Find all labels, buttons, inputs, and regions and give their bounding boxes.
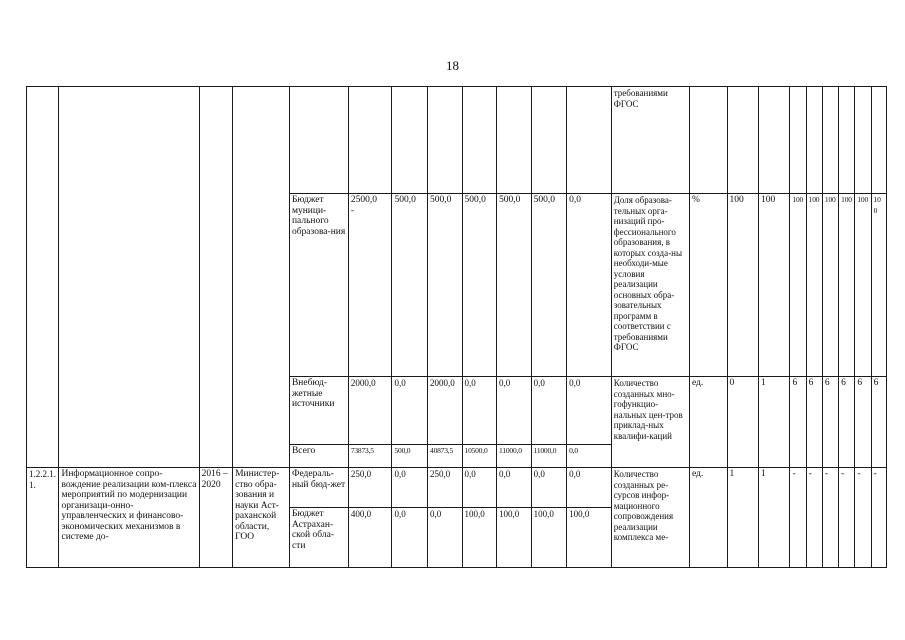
cell-source: Внебюд-жетные источники bbox=[289, 377, 348, 445]
cell-executor bbox=[233, 87, 290, 468]
cell-indicator: Количество созданных мно-гофункцио-нальных цен-тров приклад-ных квалифи-каций bbox=[611, 377, 689, 468]
cell-year: 0,0 bbox=[462, 468, 497, 508]
cell-value: 6 bbox=[871, 377, 886, 468]
cell-value: 6 bbox=[855, 377, 871, 468]
page-number: 18 bbox=[446, 58, 459, 73]
cell-year: 100,0 bbox=[462, 508, 497, 568]
cell-year: 0,0 bbox=[497, 377, 532, 445]
cell-value bbox=[855, 87, 871, 194]
cell-year bbox=[392, 87, 428, 194]
cell-source: Федераль-ный бюд-жет bbox=[289, 468, 348, 508]
cell-value: 6 bbox=[806, 377, 822, 468]
cell-year bbox=[531, 87, 567, 194]
cell-total: 73873,5 bbox=[348, 445, 392, 468]
cell-source: Бюджет Астрахан-ской обла-сти bbox=[289, 508, 348, 568]
cell-year: 100,0 bbox=[567, 508, 612, 568]
cell-source bbox=[289, 87, 348, 194]
cell-total bbox=[348, 194, 392, 377]
cell-source: Всего bbox=[289, 445, 348, 468]
cell-year bbox=[462, 87, 497, 194]
cell-year: 0,0 bbox=[462, 377, 497, 445]
cell-value: 100 bbox=[790, 194, 806, 377]
cell-unit: ед. bbox=[689, 468, 727, 568]
cell-indicator: Количество созданных ре-сурсов инфор-мационного сопровождения реализации комплекса ме- bbox=[611, 468, 689, 568]
cell-total: 400,0 bbox=[348, 508, 392, 568]
cell-year: 0,0 bbox=[497, 468, 532, 508]
cell-value: 100 bbox=[839, 194, 855, 377]
cell-year: 500,0 bbox=[392, 194, 428, 377]
cell-value bbox=[727, 87, 758, 194]
cell-value: - bbox=[790, 468, 806, 568]
cell-value: 1 bbox=[727, 468, 758, 568]
cell-value bbox=[871, 87, 886, 194]
cell-code: 1.2.2.1.1. bbox=[27, 468, 59, 568]
cell-value: - bbox=[839, 468, 855, 568]
cell-unit: % bbox=[689, 194, 727, 377]
cell-year: 0,0 bbox=[531, 468, 567, 508]
cell-year: 250,0 bbox=[428, 468, 463, 508]
cell-value bbox=[758, 87, 789, 194]
cell-value: - bbox=[806, 468, 822, 568]
cell-year: 0,0 bbox=[392, 468, 428, 508]
cell-value bbox=[790, 87, 806, 194]
cell-value: 0 bbox=[727, 377, 758, 468]
cell-value: 6 bbox=[822, 377, 838, 468]
cell-total: 2000,0 bbox=[348, 377, 392, 445]
cell-year: 500,0 bbox=[531, 194, 567, 377]
table-row bbox=[27, 468, 887, 508]
cell-value bbox=[839, 87, 855, 194]
cell-year: 500,0 bbox=[497, 194, 532, 377]
cell-value: 100 bbox=[822, 194, 838, 377]
cell-year: 0,0 bbox=[567, 468, 612, 508]
cell-year: 0,0 bbox=[428, 508, 463, 568]
cell-year: 11000,0 bbox=[497, 445, 532, 468]
total-note: - bbox=[350, 205, 354, 216]
cell-year bbox=[567, 87, 612, 194]
cell-value: 100 bbox=[806, 194, 822, 377]
cell-value: 1 bbox=[758, 468, 789, 568]
cell-unit: ед. bbox=[689, 377, 727, 468]
cell-year: 0,0 bbox=[567, 377, 612, 445]
cell-year: 100,0 bbox=[531, 508, 567, 568]
cell-value bbox=[822, 87, 838, 194]
cell-period: 2016 – 2020 bbox=[199, 468, 233, 568]
cell-value: 6 bbox=[790, 377, 806, 468]
cell-value: 100 bbox=[871, 194, 886, 377]
cell-source: Бюджет муници-пального образова-ния bbox=[289, 194, 348, 377]
table-row bbox=[27, 87, 887, 194]
cell-year: 0,0 bbox=[567, 445, 612, 468]
cell-year: 100,0 bbox=[497, 508, 532, 568]
cell-indicator: требованиями ФГОС bbox=[611, 87, 689, 194]
cell-year: 500,0 bbox=[428, 194, 463, 377]
cell-value bbox=[806, 87, 822, 194]
cell-year: 500,0 bbox=[462, 194, 497, 377]
cell-year: 10500,0 bbox=[462, 445, 497, 468]
cell-year: 2000,0 bbox=[428, 377, 463, 445]
cell-year: 0,0 bbox=[531, 377, 567, 445]
cell-unit bbox=[689, 87, 727, 194]
cell-value: 1 bbox=[758, 377, 789, 468]
cell-year: 0,0 bbox=[392, 377, 428, 445]
cell-value: 6 bbox=[839, 377, 855, 468]
cell-year: 11000,0 bbox=[531, 445, 567, 468]
cell-year: 40873,5 bbox=[428, 445, 463, 468]
cell-total bbox=[348, 87, 392, 194]
cell-code bbox=[27, 87, 59, 468]
cell-year: 0,0 bbox=[567, 194, 612, 377]
cell-year bbox=[497, 87, 532, 194]
cell-name: Информационное сопро-вождение реализации ком-плекса мероприятий по модернизации организаци-онно-управленческих и финансово-экономических механизмов в системе до- bbox=[59, 468, 199, 568]
cell-value: - bbox=[871, 468, 886, 568]
cell-name bbox=[59, 87, 199, 468]
cell-year: 500,0 bbox=[392, 445, 428, 468]
total-value: 2500,0 bbox=[350, 195, 377, 205]
cell-period bbox=[199, 87, 233, 468]
cell-value: 100 bbox=[855, 194, 871, 377]
cell-executor: Министер-ство обра-зования и науки Аст-раханской области, ГОО bbox=[233, 468, 290, 568]
cell-year bbox=[428, 87, 463, 194]
cell-value: 100 bbox=[758, 194, 789, 377]
cell-value: 100 bbox=[727, 194, 758, 377]
program-table bbox=[26, 86, 887, 568]
cell-total: 250,0 bbox=[348, 468, 392, 508]
cell-indicator: Доля образова-тельных орга-низаций про-фессионального образования, в которых созда-ны необходи-мые условия реализации основных обра-зовательных программ в соответствии с требованиями ФГОС bbox=[611, 194, 689, 377]
cell-value: - bbox=[822, 468, 838, 568]
cell-value: - bbox=[855, 468, 871, 568]
cell-year: 0,0 bbox=[392, 508, 428, 568]
